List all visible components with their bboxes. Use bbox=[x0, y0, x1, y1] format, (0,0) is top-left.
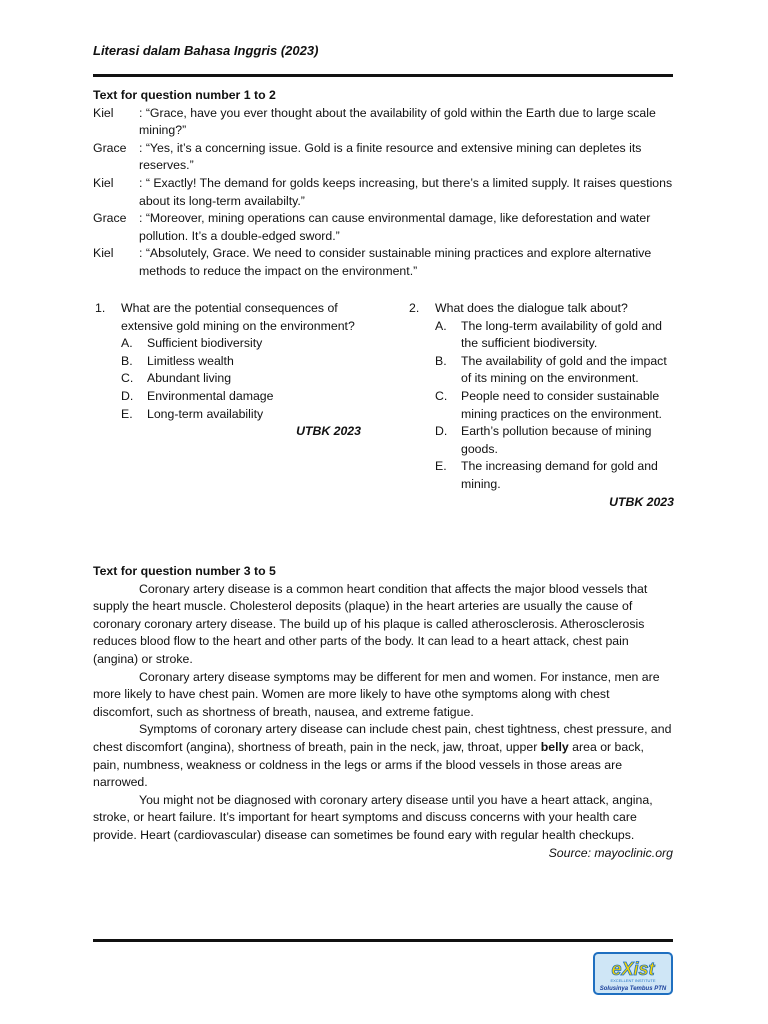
dialogue-line bbox=[93, 175, 673, 210]
paragraph-text: area or back, pain, numbness, weakness or coldness in the legs or arms if the blood vessels in those areas are narrowed. bbox=[93, 739, 644, 790]
answer-option bbox=[409, 423, 674, 458]
reading-passage bbox=[93, 563, 673, 862]
logo-tagline: Solusinya Tembus PTN bbox=[599, 986, 667, 992]
passage-paragraph: Coronary artery disease is a common heart condition that affects the major blood vessels that supply the heart muscle. Cholesterol deposits (plaque) in the heart arteries are usually the cause of coronary coronary artery disease. The build up of his plaque is called atherosclerosis. Atherosclerosis reduces blood flow to the heart and other parts of the body. It can lead to a heart attack, chest pain (angina) or stroke. bbox=[93, 581, 648, 666]
option-letter: B. bbox=[435, 353, 447, 368]
utterance: : “Grace, have you ever thought about the availability of gold within the Earth due to large scale mining?” bbox=[139, 105, 656, 138]
dialogue-line bbox=[93, 140, 673, 175]
option-text: The availability of gold and the impact of its mining on the environment. bbox=[461, 353, 667, 386]
option-text: Environmental damage bbox=[147, 388, 274, 403]
option-text: People need to consider sustainable mining practices on the environment. bbox=[461, 388, 662, 421]
option-letter: D. bbox=[435, 424, 448, 439]
bold-word: belly bbox=[540, 739, 569, 754]
dialogue-line bbox=[93, 210, 673, 245]
logo-subtitle: EXCELLENT INSTITUTE bbox=[610, 978, 656, 983]
answer-option bbox=[95, 335, 361, 353]
dialogue-section bbox=[93, 87, 673, 281]
page-header-title: Literasi dalam Bahasa Inggris (2023) bbox=[93, 43, 319, 58]
utterance: : “Yes, it’s a concerning issue. Gold is a finite resource and extensive mining can depletes its reserves.” bbox=[139, 140, 642, 173]
passage-paragraph: Coronary artery disease symptoms may be different for men and women. For instance, men are more likely to have chest pain. Women are more likely to have othe symptoms along with chest discomfort, such as shortness of breath, nausea, and extreme fatigue. bbox=[93, 669, 660, 719]
option-text: Limitless wealth bbox=[147, 353, 234, 368]
utterance: : “Moreover, mining operations can cause environmental damage, like deforestation and water pollution. It’s a double-edged sword.” bbox=[139, 211, 651, 243]
option-text: Long-term availability bbox=[147, 406, 264, 421]
source-citation: Source: mayoclinic.org bbox=[548, 845, 673, 860]
question-text: What does the dialogue talk about? bbox=[435, 301, 628, 315]
question-number: 2. bbox=[409, 301, 420, 315]
exam-source-tag: UTBK 2023 bbox=[609, 494, 674, 509]
speaker-name: Kiel bbox=[93, 246, 114, 261]
dialogue-line bbox=[93, 245, 673, 280]
option-text: Sufficient biodiversity bbox=[147, 336, 263, 351]
answer-option bbox=[409, 318, 674, 353]
utterance: : “Absolutely, Grace. We need to consider sustainable mining practices and explore alternative methods to reduce the impact on the environment.” bbox=[139, 246, 652, 278]
speaker-name: Grace bbox=[93, 211, 127, 226]
question-text: What are the potential consequences of extensive gold mining on the environment? bbox=[121, 301, 355, 333]
paragraph-text: Symptoms of coronary artery disease can include chest pain, chest tightness, chest pressure, and chest discomfort (angina), shortness of breath, pain in the neck, jaw, throat, upper bbox=[93, 722, 672, 754]
answer-option bbox=[95, 370, 361, 388]
exam-source-tag: UTBK 2023 bbox=[296, 424, 361, 439]
section2-heading: Text for question number 3 to 5 bbox=[93, 564, 276, 578]
exist-logo bbox=[593, 952, 673, 995]
speaker-name: Kiel bbox=[93, 175, 114, 190]
footer-rule bbox=[93, 939, 673, 942]
answer-option bbox=[409, 353, 674, 388]
question-number: 1. bbox=[95, 301, 106, 315]
answer-option bbox=[95, 353, 361, 371]
question-2 bbox=[409, 300, 674, 511]
option-letter: E. bbox=[121, 406, 133, 421]
answer-option bbox=[409, 458, 674, 493]
option-letter: D. bbox=[121, 388, 134, 403]
answer-option bbox=[409, 388, 674, 423]
option-text: The increasing demand for gold and mining. bbox=[461, 459, 658, 491]
answer-option bbox=[95, 388, 361, 406]
option-letter: A. bbox=[435, 318, 447, 333]
header-rule bbox=[93, 74, 673, 77]
option-letter: C. bbox=[435, 388, 448, 403]
dialogue-line bbox=[93, 105, 673, 140]
section1-heading: Text for question number 1 to 2 bbox=[93, 88, 276, 102]
option-letter: B. bbox=[121, 353, 133, 368]
option-text: Earth’s pollution because of mining goods. bbox=[461, 424, 652, 456]
option-letter: C. bbox=[121, 371, 134, 386]
logo-wordmark: eXist bbox=[611, 959, 655, 979]
option-letter: E. bbox=[435, 459, 447, 474]
passage-paragraph: You might not be diagnosed with coronary artery disease until you have a heart attack, angina, stroke, or heart failure. It’s important for heart symptoms and discuss concerns with your health care provide. Heart (cardiovascular) disease can sometimes be found eary with regular health checkups. bbox=[93, 792, 653, 842]
option-text: Abundant living bbox=[147, 371, 232, 386]
question-1 bbox=[95, 300, 361, 441]
answer-option bbox=[95, 406, 361, 424]
passage-paragraph bbox=[93, 721, 673, 791]
option-letter: A. bbox=[121, 336, 133, 351]
utterance: : “ Exactly! The demand for golds keeps increasing, but there’s a limited supply. It raises questions about its long-term availabilty.” bbox=[139, 175, 673, 208]
speaker-name: Grace bbox=[93, 140, 127, 155]
speaker-name: Kiel bbox=[93, 105, 114, 120]
option-text: The long-term availability of gold and the sufficient biodiversity. bbox=[461, 318, 662, 351]
